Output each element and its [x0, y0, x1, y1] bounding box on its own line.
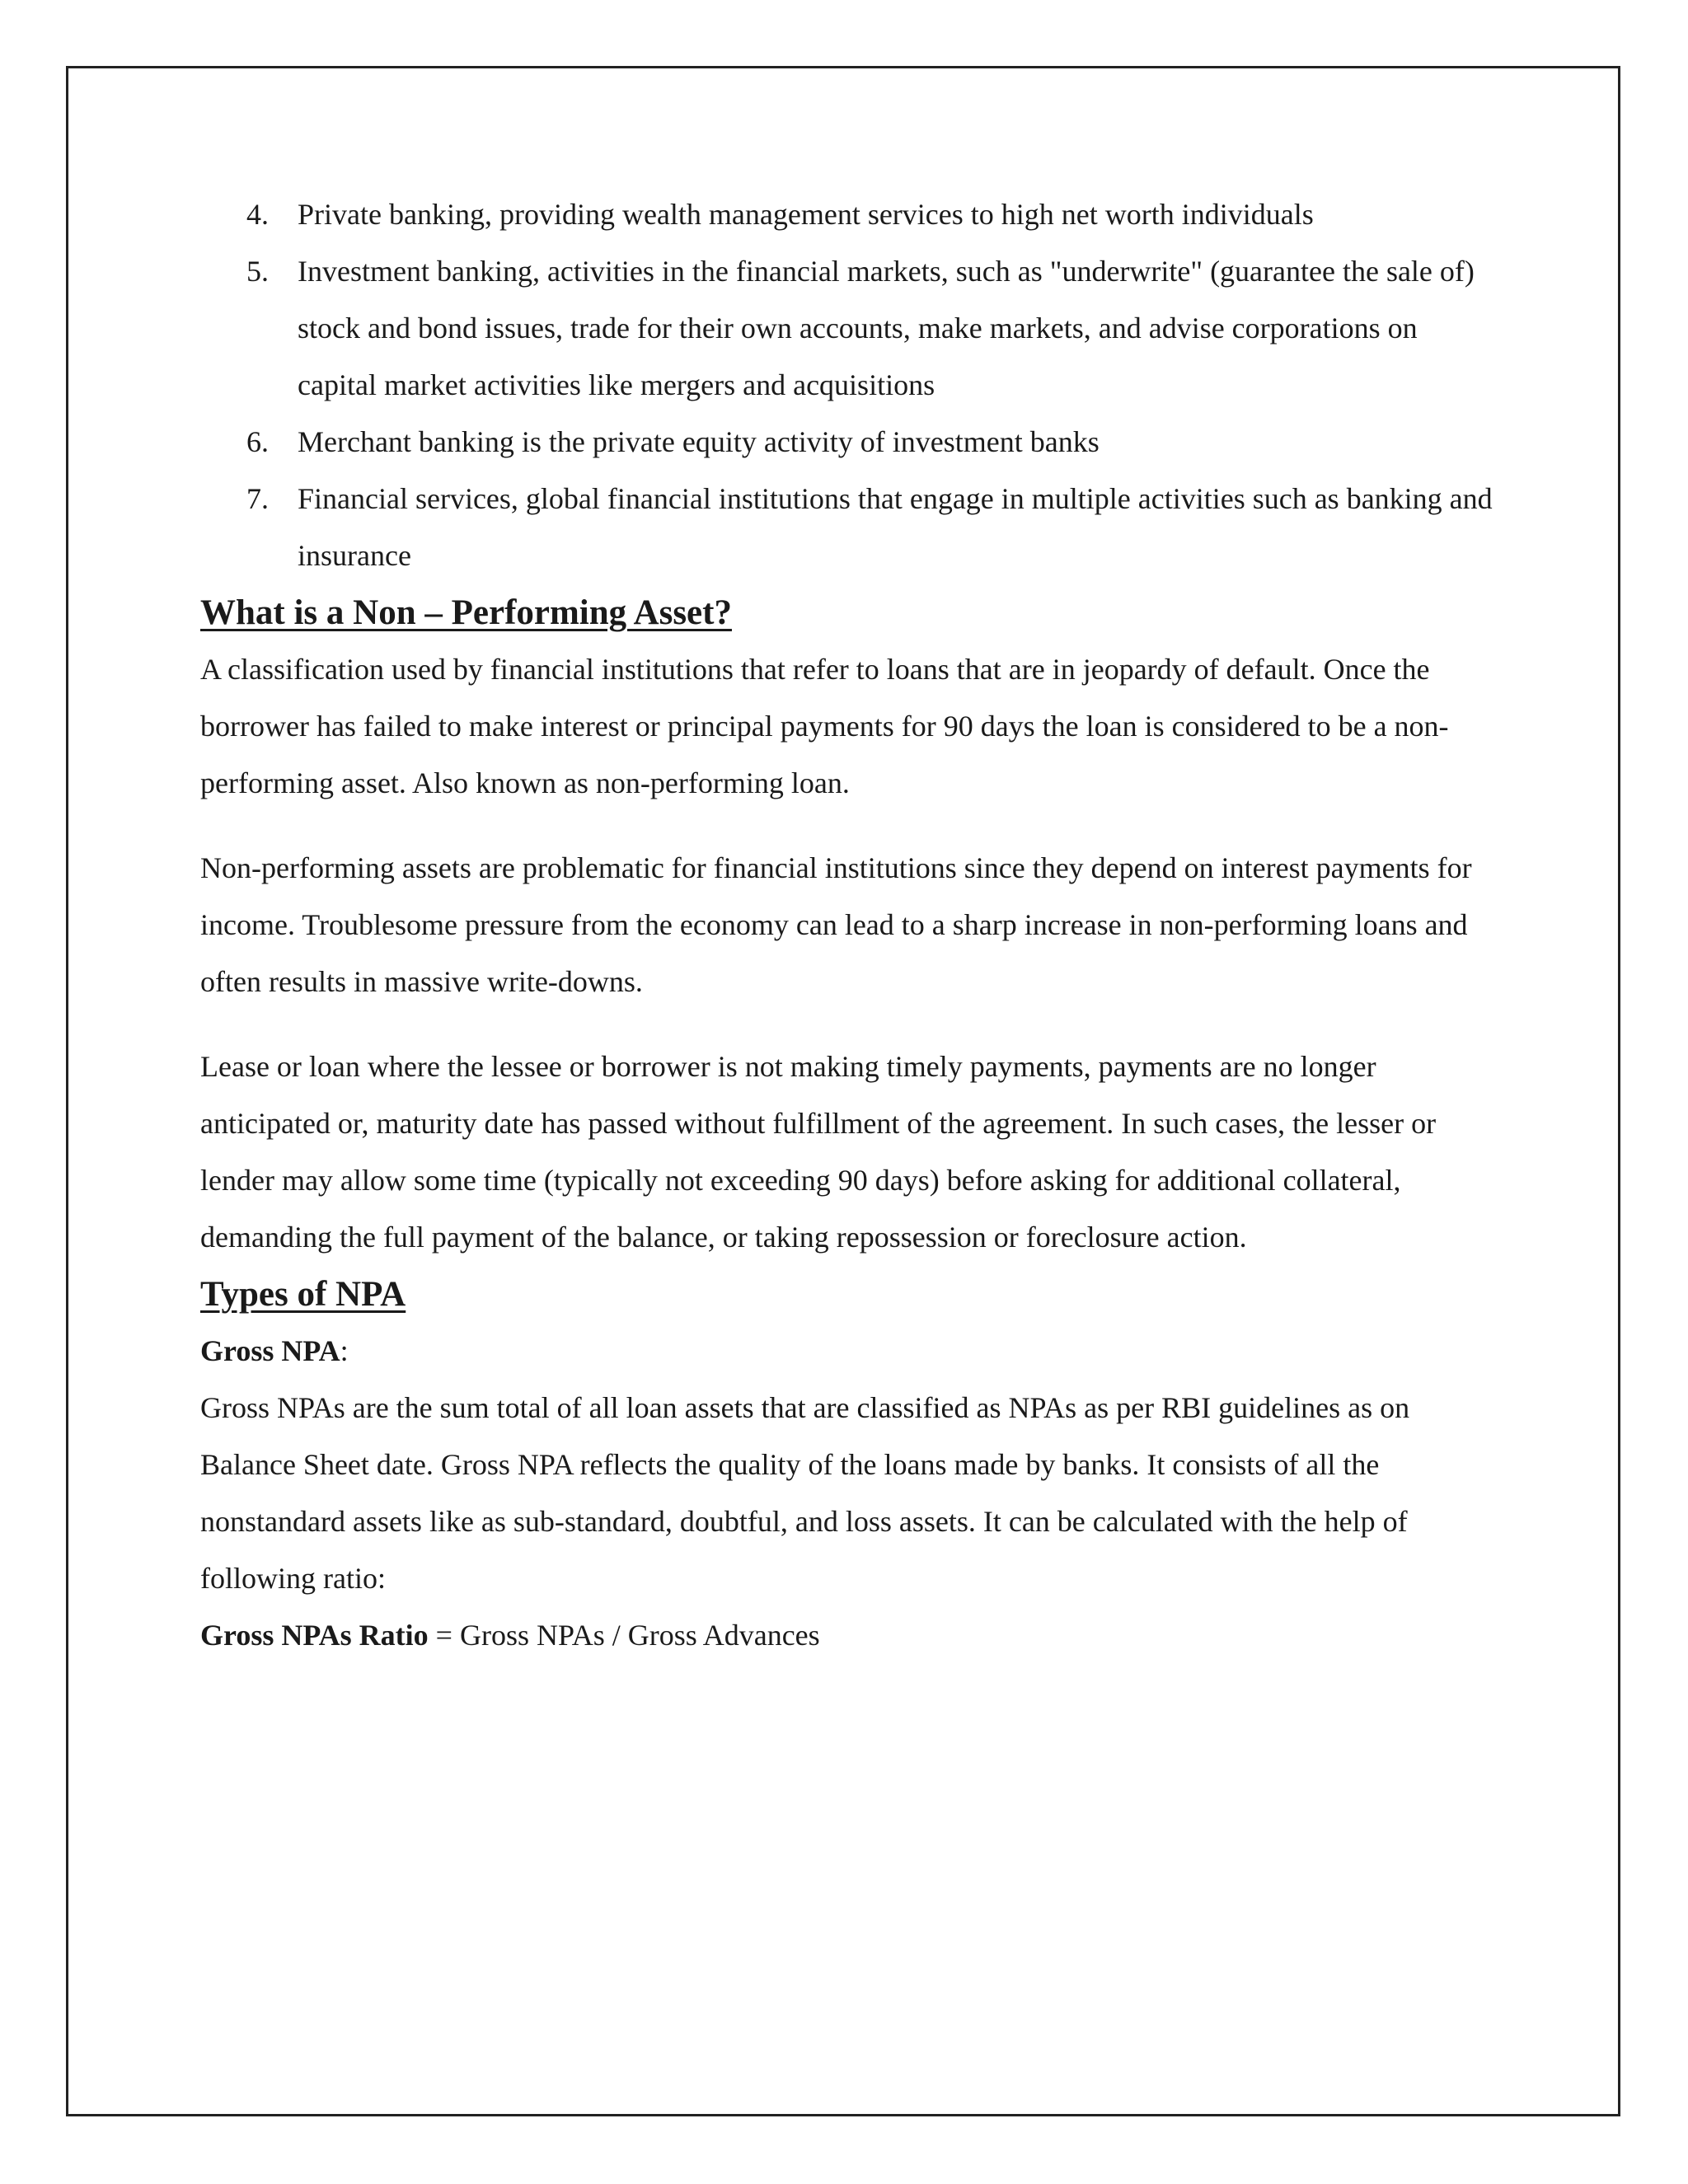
gross-npa-ratio: [200, 1607, 1503, 1664]
list-item-text: Private banking, providing wealth management services to high net worth individuals: [298, 198, 1314, 231]
gross-npa-subheading: [200, 1323, 1503, 1380]
list-item: [200, 186, 1503, 243]
list-item-number: 5.: [246, 255, 269, 288]
gross-npa-colon: :: [340, 1334, 349, 1367]
list-item-number: 7.: [246, 482, 269, 515]
list-item-number: 4.: [246, 198, 269, 231]
types-heading: Types of NPA: [200, 1275, 406, 1314]
banking-types-list: [200, 186, 1503, 584]
gross-npa-description: Gross NPAs are the sum total of all loan assets that are classified as NPAs as per RBI guidelines as on Balance Sheet date. Gross NPA reflects the quality of the loans made by banks. It consists of all the nonstandard assets like as sub-standard, doubtful, and loss assets. It can be calculated with the help of following ratio:: [200, 1391, 1410, 1595]
npa-paragraph-definition: A classification used by financial institutions that refer to loans that are in jeopardy of default. Once the borrower has failed to make interest or principal payments for 90 days the loan is considered to be a non-performing asset. Also known as non-performing loan.: [200, 653, 1449, 799]
list-item-number: 6.: [246, 425, 269, 458]
ratio-formula: = Gross NPAs / Gross Advances: [428, 1619, 820, 1652]
list-item: [200, 471, 1503, 584]
document-body: [200, 186, 1503, 1664]
list-item-text: Financial services, global financial institutions that engage in multiple activities such as banking and insurance: [298, 482, 1493, 572]
ratio-label: Gross NPAs Ratio: [200, 1619, 429, 1652]
list-item: [200, 414, 1503, 471]
gross-npa-label: Gross NPA: [200, 1334, 340, 1367]
npa-paragraph-problems: Non-performing assets are problematic for financial institutions since they depend on interest payments for income. Troublesome pressure from the economy can lead to a sharp increase in non-performing loans and often results in massive write-downs.: [200, 851, 1472, 998]
list-item: [200, 243, 1503, 414]
npa-paragraph-lease: Lease or loan where the lessee or borrower is not making timely payments, payments are no longer anticipated or, maturity date has passed without fulfillment of the agreement. In such cases, the lesser or lender may allow some time (typically not exceeding 90 days) before asking for additional collateral, demanding the full payment of the balance, or taking repossession or foreclosure action.: [200, 1050, 1437, 1254]
list-item-text: Investment banking, activities in the financial markets, such as "underwrite" (guarantee the sale of) stock and bond issues, trade for their own accounts, make markets, and advise corporations on capital market activities like mergers and acquisitions: [298, 255, 1475, 401]
list-item-text: Merchant banking is the private equity activity of investment banks: [298, 425, 1100, 458]
npa-heading: What is a Non – Performing Asset?: [200, 593, 732, 632]
